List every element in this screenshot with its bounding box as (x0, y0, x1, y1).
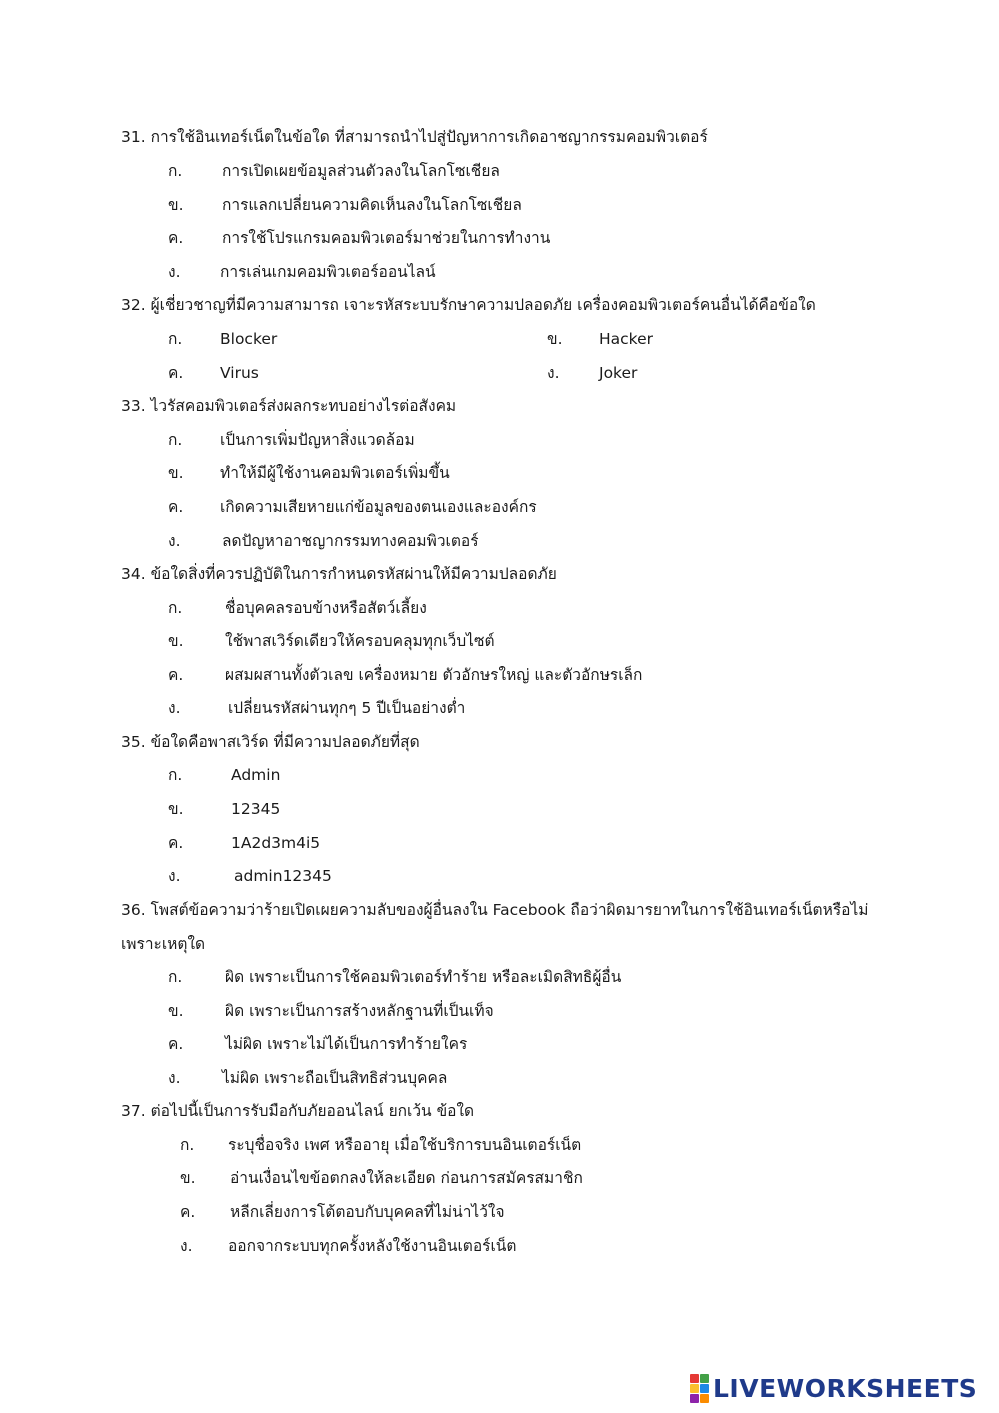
option-label: ง. (168, 263, 181, 281)
option-text: Admin (231, 766, 281, 784)
option-text: 12345 (231, 800, 281, 818)
question-33: 33. ไวรัสคอมพิวเตอร์ส่งผลกระทบอย่างไรต่อสังคม (121, 397, 457, 415)
option-text: ใช้พาสเวิร์ดเดียวให้ครอบคลุมทุกเว็บไซต์ (225, 632, 495, 650)
option-label: ข. (180, 1169, 196, 1187)
option-label: ก. (168, 162, 183, 180)
option-text: อ่านเงื่อนไขข้อตกลงให้ละเอียด ก่อนการสมัครสมาชิก (230, 1169, 583, 1187)
option-label: ค. (168, 834, 184, 852)
option-text: ผิด เพราะเป็นการใช้คอมพิวเตอร์ทำร้าย หรือละเมิดสิทธิผู้อื่น (225, 968, 622, 986)
option-text: การใช้โปรแกรมคอมพิวเตอร์มาช่วยในการทำงาน (222, 229, 551, 247)
option-label: ค. (180, 1203, 196, 1221)
option-label: ข. (547, 330, 563, 348)
option-text: เป็นการเพิ่มปัญหาสิ่งแวดล้อม (220, 431, 415, 449)
option-label: ก. (180, 1136, 195, 1154)
option-text: ออกจากระบบทุกครั้งหลังใช้งานอินเตอร์เน็ต (228, 1237, 517, 1255)
option-text: เปลี่ยนรหัสผ่านทุกๆ 5 ปีเป็นอย่างต่ำ (228, 699, 466, 717)
option-label: ง. (168, 699, 181, 717)
logo-blocks-icon (690, 1374, 709, 1403)
option-label: ข. (168, 1002, 184, 1020)
option-text: Hacker (599, 330, 654, 348)
question-35: 35. ข้อใดคือพาสเวิร์ด ที่มีความปลอดภัยที่สุด (121, 733, 420, 751)
option-text: Joker (599, 364, 638, 382)
option-label: ข. (168, 800, 184, 818)
question-36: 36. โพสต์ข้อความว่าร้ายเปิดเผยความลับของผู้อื่นลงใน Facebook ถือว่าผิดมารยาทในการใช้อินเทอร์เน็ตหรือไม่ (121, 901, 869, 919)
option-label: ข. (168, 464, 184, 482)
option-text: ไม่ผิด เพราะถือเป็นสิทธิส่วนบุคคล (222, 1069, 448, 1087)
option-text: ผิด เพราะเป็นการสร้างหลักฐานที่เป็นเท็จ (225, 1002, 494, 1020)
option-text: Blocker (220, 330, 278, 348)
logo-block (700, 1394, 709, 1403)
option-label: ค. (168, 364, 184, 382)
option-text: เกิดความเสียหายแก่ข้อมูลของตนเองและองค์กร (220, 498, 537, 516)
option-text: การแลกเปลี่ยนความคิดเห็นลงในโลกโซเชียล (222, 196, 522, 214)
option-text: ไม่ผิด เพราะไม่ได้เป็นการทำร้ายใคร (225, 1035, 468, 1053)
option-text: การเล่นเกมคอมพิวเตอร์ออนไลน์ (220, 263, 436, 281)
logo-block (690, 1384, 699, 1393)
option-label: ง. (168, 1069, 181, 1087)
logo-block (700, 1384, 709, 1393)
option-label: ก. (168, 766, 183, 784)
option-label: ก. (168, 968, 183, 986)
question-34: 34. ข้อใดสิ่งที่ควรปฏิบัติในการกำหนดรหัสผ่านให้มีความปลอดภัย (121, 565, 557, 583)
question-31: 31. การใช้อินเทอร์เน็ตในข้อใด ที่สามารถนำไปสู่ปัญหาการเกิดอาชญากรรมคอมพิวเตอร์ (121, 128, 708, 146)
option-text: ผสมผสานทั้งตัวเลข เครื่องหมาย ตัวอักษรใหญ่ และตัวอักษรเล็ก (225, 666, 643, 684)
option-text: หลีกเลี่ยงการโต้ตอบกับบุคคลที่ไม่น่าไว้ใจ (230, 1203, 505, 1221)
option-label: ข. (168, 196, 184, 214)
option-text: 1A2d3m4i5 (231, 834, 321, 852)
option-text: Virus (220, 364, 259, 382)
option-label: ค. (168, 229, 184, 247)
option-text: การเปิดเผยข้อมูลส่วนตัวลงในโลกโซเชียล (222, 162, 500, 180)
option-label: ค. (168, 1035, 184, 1053)
question-37: 37. ต่อไปนี้เป็นการรับมือกับภัยออนไลน์ ยกเว้น ข้อใด (121, 1102, 475, 1120)
option-text: ชื่อบุคคลรอบข้างหรือสัตว์เลี้ยง (225, 599, 427, 617)
option-label: ก. (168, 431, 183, 449)
brand-name: LIVEWORKSHEETS (713, 1373, 978, 1403)
option-label: ก. (168, 330, 183, 348)
option-label: ข. (168, 632, 184, 650)
option-label: ง. (168, 867, 181, 885)
option-text: admin12345 (234, 867, 332, 885)
option-text: ลดปัญหาอาชญากรรมทางคอมพิวเตอร์ (222, 532, 479, 550)
liveworksheets-logo (690, 1374, 977, 1402)
option-text: ระบุชื่อจริง เพศ หรืออายุ เมื่อใช้บริการบนอินเตอร์เน็ต (228, 1136, 582, 1154)
option-label: ง. (547, 364, 560, 382)
logo-block (700, 1374, 709, 1383)
option-label: ค. (168, 498, 184, 516)
option-label: ง. (180, 1237, 193, 1255)
option-text: ทำให้มีผู้ใช้งานคอมพิวเตอร์เพิ่มขึ้น (220, 464, 450, 482)
logo-block (690, 1374, 699, 1383)
option-label: ก. (168, 599, 183, 617)
question-36-continued: เพราะเหตุใด (121, 935, 206, 953)
option-label: ค. (168, 666, 184, 684)
option-label: ง. (168, 532, 181, 550)
question-32: 32. ผู้เชี่ยวชาญที่มีความสามารถ เจาะรหัสระบบรักษาความปลอดภัย เครื่องคอมพิวเตอร์คนอื่นได้คือข้อใด (121, 296, 816, 314)
logo-block (690, 1394, 699, 1403)
